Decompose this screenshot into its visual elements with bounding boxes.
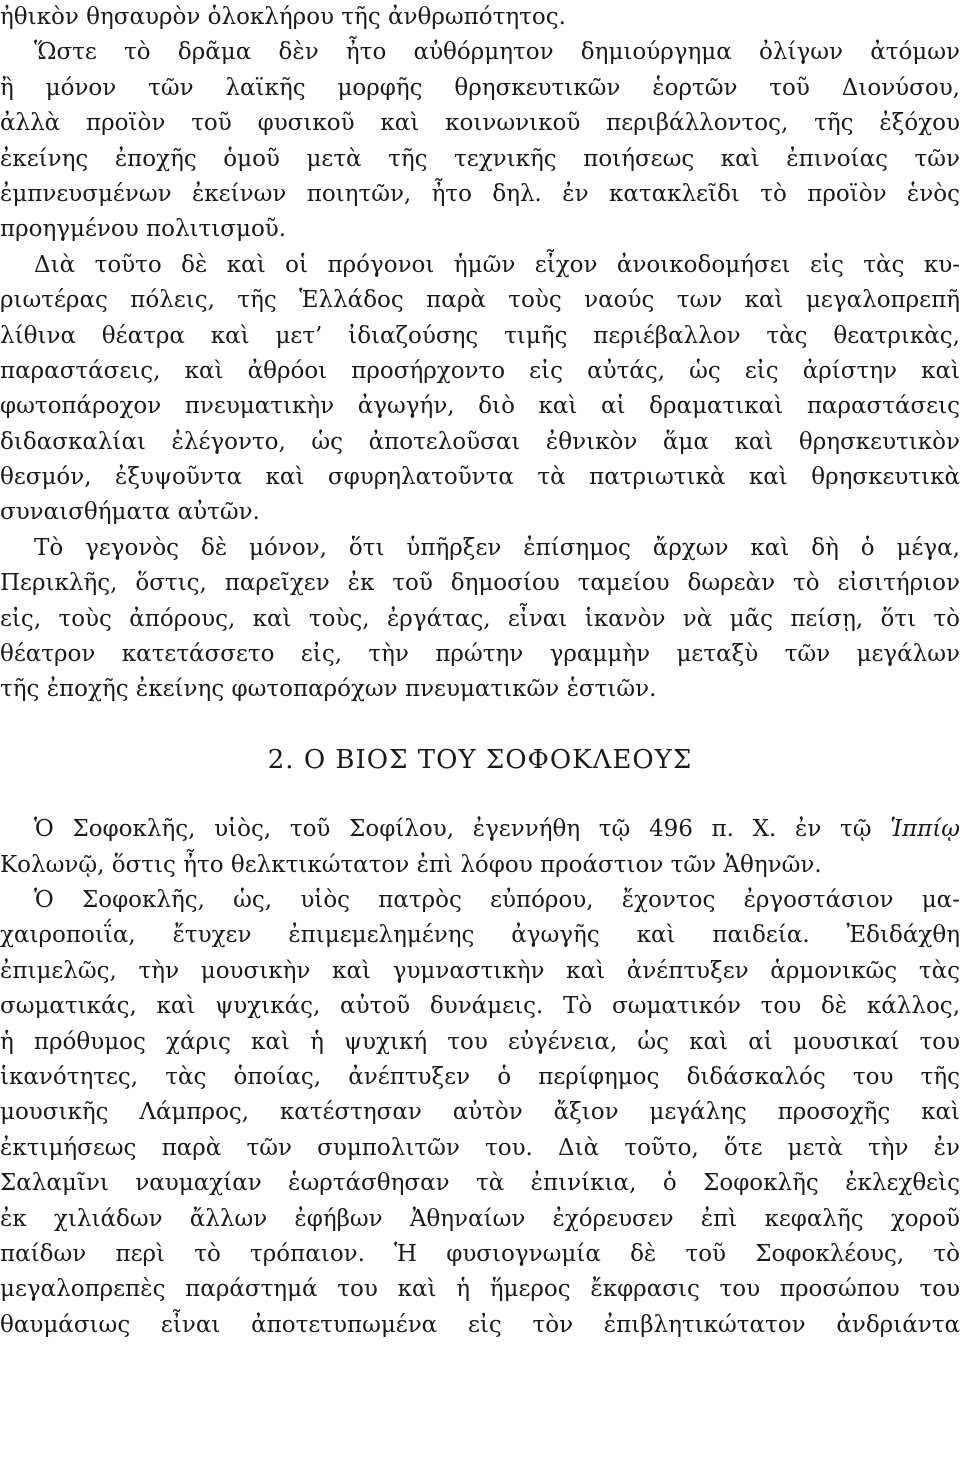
- paragraph-5: [0, 812, 960, 883]
- text-line: τῆς ἐποχῆς ἐκείνης φωτοπαρόχων πνευματικῶν ἑστιῶν.: [0, 676, 657, 703]
- text-line: [0, 812, 960, 847]
- text-line: παίδων περὶ τὸ τρόπαιον. Ἡ φυσιογνωμία δὲ τοῦ Σοφοκλέους, τὸ: [0, 1240, 960, 1267]
- text-line: ἡ πρόθυμος χάρις καὶ ἡ ψυχική του εὐγένεια, ὡς καὶ αἱ μουσικαί του: [0, 1028, 960, 1055]
- text-line: εἰς, τοὺς ἀπόρους, καὶ τοὺς, ἐργάτας, εἶναι ἱκανὸν νὰ μᾶς πείσῃ, ὅτι τὸ: [0, 605, 960, 632]
- paragraph-1: [0, 0, 960, 35]
- text-line: Τὸ γεγονὸς δὲ μόνον, ὅτι ὑπῆρξεν ἐπίσημος ἄρχων καὶ δὴ ὁ μέγα,: [34, 534, 960, 561]
- text-line: προηγμένου πολιτισμοῦ.: [0, 216, 287, 243]
- text-line: ἱκανότητες, τὰς ὁποίας, ἀνέπτυξεν ὁ περίφημος διδάσκαλός του τῆς: [0, 1063, 960, 1090]
- text-line: ριωτέρας πόλεις, τῆς Ἑλλάδος παρὰ τοὺς ναούς των καὶ μεγαλοπρεπῆ: [0, 287, 960, 314]
- text-line: σωματικάς, καὶ ψυχικάς, αὐτοῦ δυνάμεις. Τὸ σωματικόν του δὲ κάλλος,: [0, 993, 960, 1020]
- text-line: θαυμάσιως εἶναι ἀποτετυπωμένα εἰς τὸν ἐπιβλητικώτατον ἀνδριάντα: [0, 1311, 960, 1338]
- paragraph-6: [0, 883, 960, 1343]
- text-line: μεγαλοπρεπὲς παράστημά του καὶ ἡ ἥμερος ἔκφρασις του προσώπου του: [0, 1276, 960, 1303]
- text-line: χαιροποιΐα, ἔτυχεν ἐπιμεμελημένης ἀγωγῆς καὶ παιδεία. Ἐδιδάχθη: [0, 922, 960, 949]
- text-line: συναισθήματα αὐτῶν.: [0, 499, 260, 526]
- text-line: θέατρον κατετάσσετο εἰς, τὴν πρώτην γραμμὴν μεταξὺ τῶν μεγάλων: [0, 641, 960, 668]
- paragraph-3: [0, 248, 960, 531]
- text-line: Διὰ τοῦτο δὲ καὶ οἱ πρόγονοι ἡμῶν εἶχον ἀνοικοδομήσει εἰς τὰς κυ-: [34, 251, 960, 278]
- text-line: ἐκτιμήσεως παρὰ τῶν συμπολιτῶν του. Διὰ τοῦτο, ὅτε μετὰ τὴν ἐν: [0, 1134, 960, 1161]
- text-line: Περικλῆς, ὅστις, παρεῖχεν ἐκ τοῦ δημοσίου ταμείου δωρεὰν τὸ εἰσιτήριον: [0, 570, 960, 597]
- text-segment: Ὁ Σοφοκλῆς, υἱὸς, τοῦ Σοφίλου, ἐγεννήθη τῷ 496 π. Χ. ἐν τῷ: [34, 816, 872, 843]
- italic-place-name: Ἱππίῳ: [890, 816, 960, 843]
- text-line: Κολωνῷ, ὅστις ἦτο θελκτικώτατον ἐπὶ λόφου προάστιον τῶν Ἀθηνῶν.: [0, 851, 822, 878]
- text-line: μουσικῆς Λάμπρος, κατέστησαν αὐτὸν ἄξιον μεγάλης προσοχῆς καὶ: [0, 1099, 960, 1126]
- text-line: ἠθικὸν θησαυρὸν ὁλοκλήρου τῆς ἀνθρωπότητος.: [0, 4, 566, 30]
- text-line: ἐκείνης ἐποχῆς ὁμοῦ μετὰ τῆς τεχνικῆς ποιήσεως καὶ ἐπινοίας τῶν: [0, 145, 960, 172]
- section-heading: 2. Ο ΒΙΟΣ ΤΟΥ ΣΟΦΟΚΛΕΟΥΣ: [267, 744, 693, 775]
- text-line: ἐκ χιλιάδων ἄλλων ἐφήβων Ἀθηναίων ἐχόρευσεν ἐπὶ κεφαλῆς χοροῦ: [0, 1205, 960, 1232]
- text-line: θεσμόν, ἐξυψοῦντα καὶ σφυρηλατοῦντα τὰ πατριωτικὰ καὶ θρησκευτικὰ: [0, 464, 960, 491]
- text-line: Ὥστε τὸ δρᾶμα δὲν ἦτο αὐθόρμητον δημιούργημα ὀλίγων ἀτόμων: [34, 39, 960, 66]
- text-line: παραστάσεις, καὶ ἀθρόοι προσήρχοντο εἰς αὐτάς, ὡς εἰς ἀρίστην καὶ: [0, 357, 960, 384]
- text-line: φωτοπάροχον πνευματικὴν ἀγωγήν, διὸ καὶ αἱ δραματικαὶ παραστάσεις: [0, 393, 960, 420]
- text-line: ἢ μόνον τῶν λαϊκῆς μορφῆς θρησκευτικῶν ἑορτῶν τοῦ Διονύσου,: [0, 74, 960, 101]
- text-line: ἀλλὰ προϊὸν τοῦ φυσικοῦ καὶ κοινωνικοῦ περιβάλλοντος, τῆς ἐξόχου: [0, 110, 960, 137]
- text-line: Σαλαμῖνι ναυμαχίαν ἑωρτάσθησαν τὰ ἐπινίκια, ὁ Σοφοκλῆς ἐκλεχθεὶς: [0, 1170, 960, 1197]
- text-line: Ὁ Σοφοκλῆς, ὡς, υἱὸς πατρὸς εὐπόρου, ἔχοντος ἐργοστάσιον μα-: [34, 886, 960, 913]
- text-line: λίθινα θέατρα καὶ μετ’ ἰδιαζούσης τιμῆς περιέβαλλον τὰς θεατρικὰς,: [0, 322, 960, 349]
- text-line: διδασκαλίαι ἐλέγοντο, ὡς ἀποτελοῦσαι ἐθνικὸν ἅμα καὶ θρησκευτικὸν: [0, 428, 960, 455]
- paragraph-4: [0, 531, 960, 708]
- text-line: ἐμπνευσμένων ἐκείνων ποιητῶν, ἦτο δηλ. ἐν κατακλεῖδι τὸ προϊὸν ἑνὸς: [0, 180, 960, 207]
- paragraph-2: [0, 35, 960, 247]
- text-line: ἐπιμελῶς, τὴν μουσικὴν καὶ γυμναστικὴν καὶ ἀνέπτυξεν ἁρμονικῶς τὰς: [0, 957, 960, 984]
